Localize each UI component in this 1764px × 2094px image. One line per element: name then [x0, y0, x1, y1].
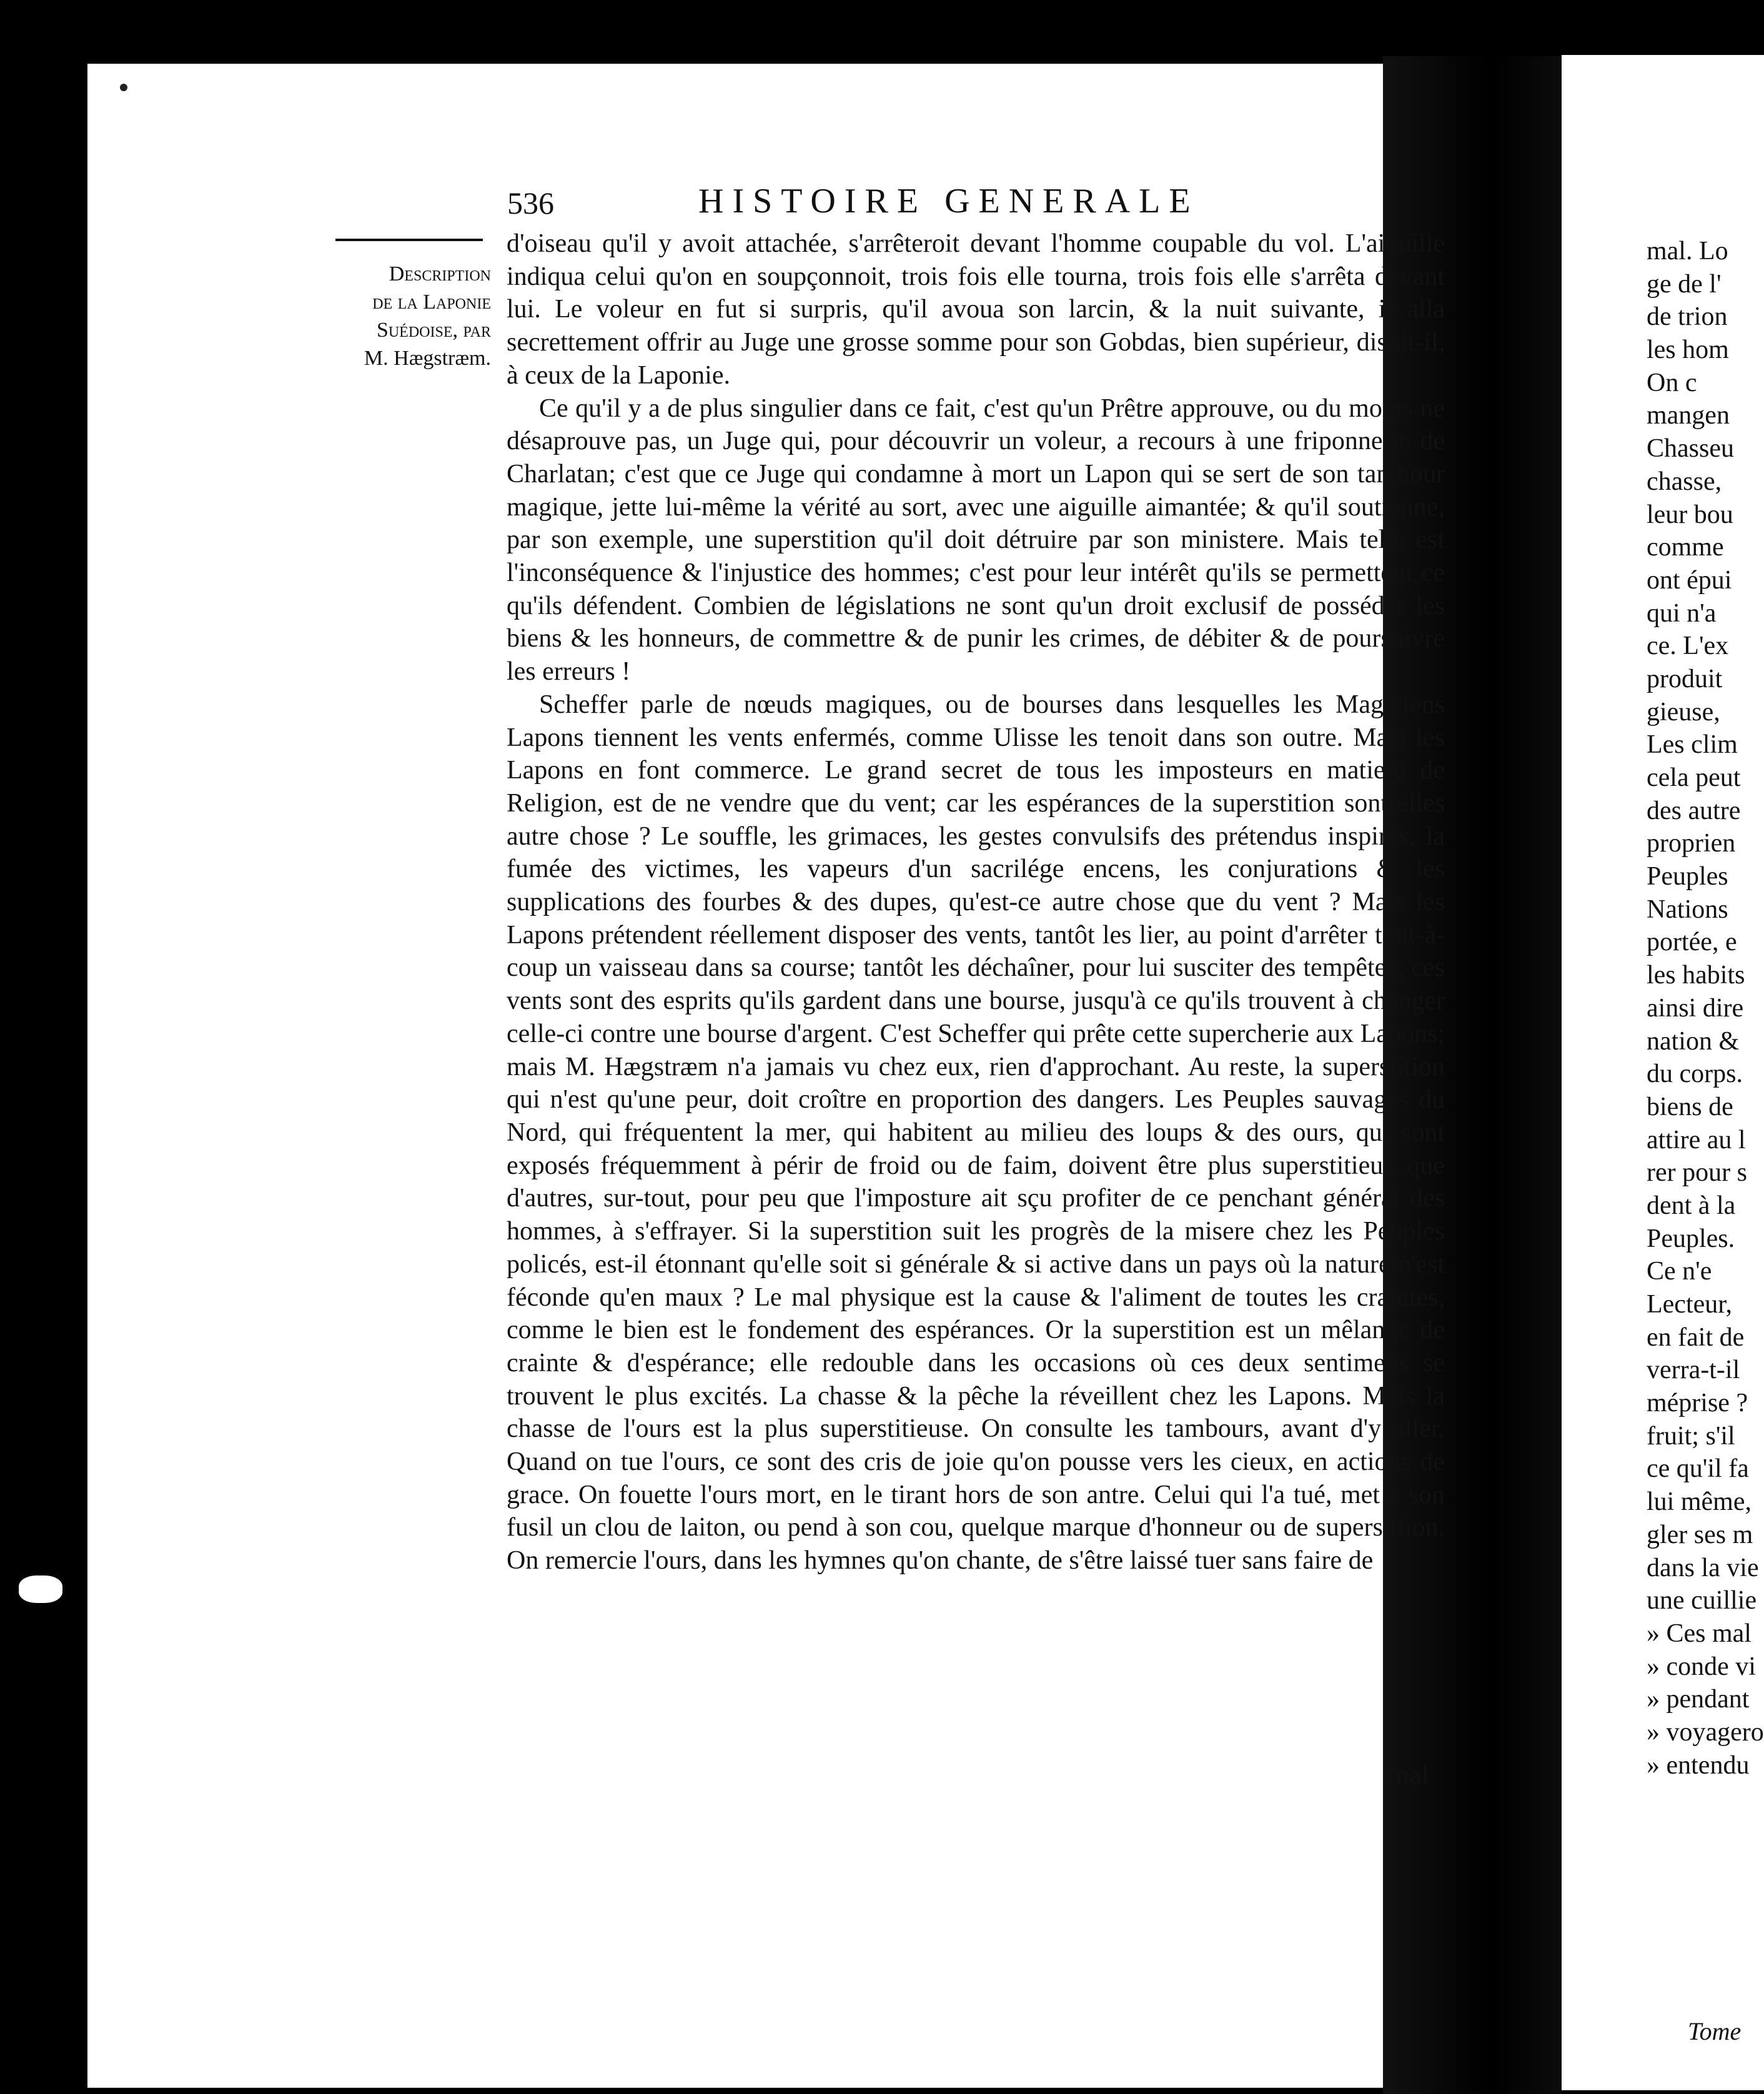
right-page-line: mal. Lo [1647, 237, 1728, 265]
right-page-footer: Tome [1688, 2017, 1742, 2045]
paragraph: Scheffer parle de nœuds magiques, ou de bourses dans lesquelles les Magiciens Lapons tiennent les vents enfermés, comme Ulisse les tenoit dans son outre. Mais les Lapons en font commerce. Le grand secret de tous les imposteurs en matiere de Religion, est de ne vendre que du vent; car les espérances de la superstition sont-elles autre chose ? Le souffle, les grimaces, les gestes convulsifs des prétendus inspirés, la fumée des victimes, les vapeurs d'un sacrilége encens, les conjurations & les supplications des fourbes & des dupes, qu'est-ce autre chose que du vent ? Mais les Lapons prétendent réellement disposer des vents, tantôt les lier, au point d'arrêter tout-à-coup un vaisseau dans sa course; tantôt les déchaîner, pour lui susciter des tempêtes; ces vents sont des esprits qu'ils gardent dans une bourse, jusqu'à ce qu'ils trouvent à changer celle-ci contre une bourse d'argent. C'est Scheffer qui prête cette supercherie aux Lapons; mais M. Hægstræm n'a jamais vu chez eux, rien d'approchant. Au reste, la superstition qui n'est qu'une peur, doit croître en proportion des dangers. Les Peuples sauvages du Nord, qui fréquentent la mer, qui habitent au milieu des loups & des ours, qui sont exposés fréquemment à périr de froid ou de faim, doivent être plus superstitieux que d'autres, sur-tout, pour peu que l'imposture ait sçu profiter de ce penchant général des hommes, à s'effrayer. Si la superstition suit les progrès de la misere chez les Peuples policés, est-il étonnant qu'elle soit si générale & si active dans un pays où la nature n'est féconde qu'en maux ? Le mal physique est la cause & l'aliment de toutes les craintes, comme le bien est le fondement des espérances. Or la superstition est un mêlange de crainte & d'espérance; elle redouble dans les occasions où ces deux sentimens se trouvent le plus excités. La chasse & la pêche la réveillent chez les Lapons. Mais la chasse de l'ours est la plus superstitieuse. On consulte les tambours, avant d'y aller. Quand on tue l'ours, ce sont des cris de joie qu'on pousse vers les cieux, en actions de grace. On fouette l'ours mort, en le tirant hors de son antre. Celui qui l'a tué, met à son fusil un clou de laiton, ou pend à son cou, quelque marque d'honneur ou de superstition. On remercie l'ours, dans les hymnes qu'on chante, de s'être laissé tuer sans faire de [507, 690, 1445, 1575]
right-page-line: Nations [1647, 895, 1728, 924]
right-page-line: mangen [1647, 401, 1730, 430]
right-page-line: chasse, [1647, 467, 1722, 496]
right-page-line: ge de l' [1647, 269, 1722, 299]
right-page-line: lui même, [1647, 1487, 1752, 1517]
right-page-line: dans la vie [1647, 1553, 1759, 1582]
right-page-line: » Ces mal [1647, 1619, 1752, 1648]
right-page-line: proprien [1647, 829, 1736, 858]
paragraph: Ce qu'il y a de plus singulier dans ce fait, c'est qu'un Prêtre approuve, ou du moins ne désaprouve pas, un Juge qui, pour découvrir un voleur, a recours à une friponnerie de Charlatan; c'est que ce Juge qui condamne à mort un Lapon qui se sert de son tambour magique, jette lui-même la vérité au sort, avec une aiguille aimantée; & qu'il soutienne, par son exemple, une superstition qu'il doit détruire par son ministere. Mais telle est l'inconséquence & l'injustice des hommes; c'est pour leur intérêt qu'ils se permettent ce qu'ils défendent. Combien de législations ne sont qu'un droit exclusif de posséder les biens & les honneurs, de commettre & de punir les crimes, de débiter & de poursuivre les erreurs ! [507, 394, 1445, 687]
right-page-line: une cuillie [1647, 1586, 1757, 1615]
margin-note-line: M. Hægstræm. [364, 347, 491, 370]
right-page-line: attire au l [1647, 1125, 1746, 1154]
right-page-line: de trion [1647, 302, 1728, 332]
margin-rule [335, 239, 483, 241]
right-page-line: Les clim [1647, 730, 1738, 760]
margin-note-line: Suédoise, par [376, 319, 491, 342]
right-page-line: Chasseu [1647, 434, 1734, 464]
right-page-line: comme [1647, 533, 1724, 562]
right-page-line: biens de [1647, 1092, 1733, 1121]
right-page-line: portée, e [1647, 928, 1737, 957]
right-page-text [1647, 235, 1764, 1782]
right-page-line: gler ses m [1647, 1520, 1753, 1549]
right-page-line: Peuples [1647, 862, 1728, 891]
right-page-line: dent à la [1647, 1191, 1736, 1220]
main-text [507, 227, 1445, 1577]
right-page-line: gieuse, [1647, 697, 1720, 727]
right-page-line: verra-t-il [1647, 1356, 1740, 1385]
right-page-line: Ce n'e [1647, 1257, 1712, 1286]
right-page-line: » voyagero [1647, 1717, 1764, 1747]
right-page-line: produit [1647, 664, 1723, 693]
right-page-line: du corps. [1647, 1059, 1743, 1089]
right-page-line: ce. L'ex [1647, 632, 1729, 661]
right-page-line: en fait de [1647, 1322, 1745, 1352]
edge-fleck [19, 1575, 62, 1603]
right-page-line: cela peut [1647, 763, 1741, 792]
right-page-line: nation & [1647, 1026, 1740, 1056]
right-page-line: Lecteur, [1647, 1290, 1733, 1319]
right-page-line: » entendu [1647, 1750, 1750, 1780]
right-page-line: méprise ? [1647, 1389, 1748, 1418]
right-page-line: Peuples. [1647, 1224, 1735, 1253]
right-page-line: qui n'a [1647, 598, 1717, 628]
right-page-line: On c [1647, 368, 1697, 397]
right-page-line: leur bou [1647, 500, 1733, 529]
margin-note [331, 260, 491, 372]
pin-mark [120, 84, 127, 91]
paragraph: d'oiseau qu'il y avoit attachée, s'arrêteroit devant l'homme coupable du vol. L'aiguille indiqua celui qu'on en soupçonnoit, trois fois elle tourna, trois fois elle s'arrêta devant lui. Le voleur en fut si surpris, qu'il avoua son larcin, & la nuit suivante, il alla secrettement offrir au Juge une grosse somme pour son Gobdas, bien supérieur, disoit-il, à ceux de la Laponie. [507, 229, 1445, 390]
right-page-line: ont épui [1647, 565, 1732, 595]
margin-note-line: Description [389, 262, 491, 285]
margin-note-line: de la Laponie [372, 290, 491, 314]
right-page-line: des autre [1647, 796, 1741, 825]
right-page-line: » pendant [1647, 1685, 1750, 1714]
right-page-line: les hom [1647, 335, 1729, 365]
right-page-line: ce qu'il fa [1647, 1454, 1749, 1484]
page-number: 536 [507, 186, 554, 221]
right-page-line: ainsi dire [1647, 993, 1744, 1023]
catchword: mal [1388, 1760, 1429, 1790]
page-header [507, 182, 1444, 225]
right-page-line: fruit; s'il [1647, 1421, 1735, 1451]
running-head: HISTOIRE GENERALE [698, 182, 1199, 221]
right-page-line: » conde vi [1647, 1652, 1756, 1681]
right-page-line: rer pour s [1647, 1158, 1747, 1188]
right-page-line: les habits [1647, 961, 1745, 990]
